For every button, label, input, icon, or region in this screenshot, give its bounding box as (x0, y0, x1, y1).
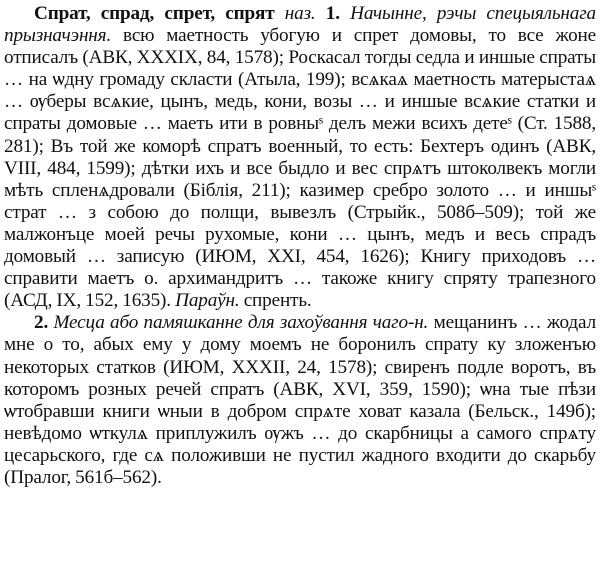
sense-2-definition: Месца або памяшканне для захоўвання чаго-н. (53, 312, 429, 334)
see-also-reference: спренть. (243, 290, 312, 312)
sense-1-citations: всю маетность убогую и спрет домовы, то все жоне отписалъ (АВК, XXXIX, 84, 1578); Роскасал тогды седла и иншые спраты … на ѡдну громаду скласти (Атыла, 199); всѧкаѧ маетность матерыстаѧ … ѹберы всѧкие, цынъ, медь, кони, возы … и иншые всѧкие статки и спраты домовые … маеть ити в ровныˢ делъ межи всихъ детеˢ (Ст. 1588, 281); Въ той же коморѣ спратъ военный, то есть: Бехтеръ одинъ (АВК, VIII, 484, 1599); дѣтки ихъ и все быдло и вес спрѧтъ штоколвекъ могли мѣть спленѧдровали (Біблія, 211); казимер сребро золото … и иншыˢ страт … з собою до полщи, вывезлъ (Стрыйк., 508б–509); той же малжонъце моей речы рухомые, кони … цынъ, медъ и весь спрадъ домовый … записую (ИЮМ, XXI, 454, 1626); Книгу приходовъ … справити маетъ о. архимандритъ … такоже книгу спряту трапезного (АСД, IX, 152, 1635). (4, 25, 596, 312)
see-also-label: Параўн. (175, 290, 240, 312)
headword: Спрат, спрад, спрет, спрят (34, 3, 275, 24)
sense-1-definition: Начынне, рэчы спецыяльнага прызначэння. (4, 3, 596, 47)
sense-1-paragraph (4, 3, 596, 312)
sense-2-citations: мещанинъ … жодал мне о то, абых ему у дому моемъ не боронилъ спрату ку зложенъю некоторых статков (ИЮМ, XXXII, 24, 1578); свиренъ подле воротъ, въ которомъ розных речей спратъ (АВК, XVI, 359, 1590); ѡна тые пѣзи ѡтобравши книги ѡныи в добром спрѧте ховат казала (Бельск., 149б); невѣдомо ѡткулѧ приплужилъ ѹжъ … до скарбницы а самого спрѧту цесарьского, где сѧ положивши не пустил жадного входити до скарьбу (Пралог, 561б–562). (4, 312, 596, 488)
sense-1-number: 1. (325, 3, 340, 24)
sense-2-paragraph (4, 312, 596, 489)
sense-2-number: 2. (34, 312, 49, 334)
grammar-label: наз. (284, 3, 316, 24)
